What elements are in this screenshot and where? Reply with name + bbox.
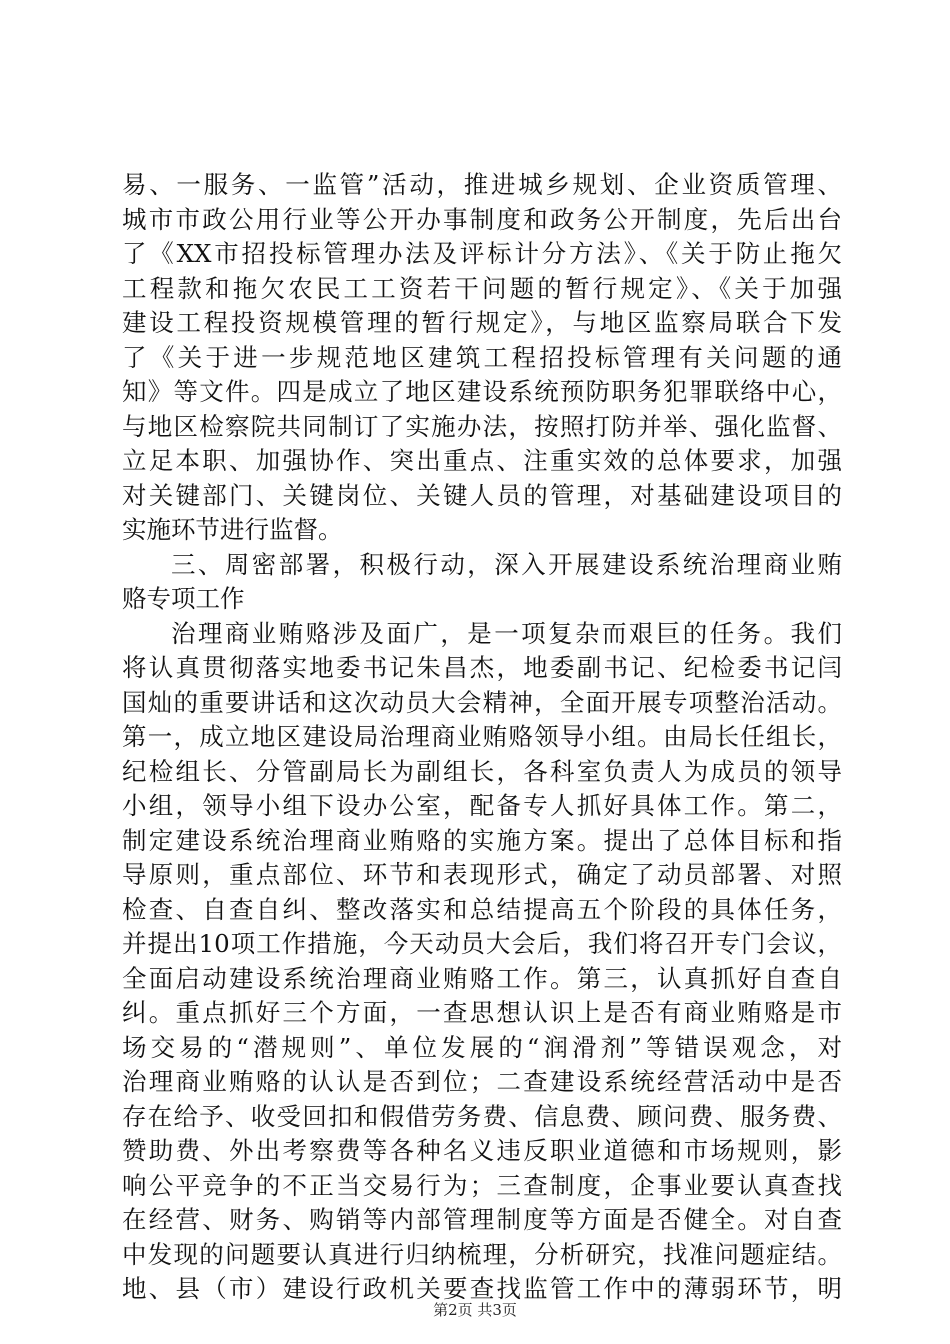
- text-line: 导原则，重点部位、环节和表现形式，确定了动员部署、对照: [122, 860, 842, 889]
- text-line: 地、县（市）建设行政机关要查找监管工作中的薄弱环节，明: [122, 1274, 842, 1303]
- text-line: 纪检组长、分管副局长为副组长，各科室负责人为成员的领导: [122, 756, 842, 786]
- text-line: 对关键部门、关键岗位、关键人员的管理，对基础建设项目的: [122, 480, 842, 510]
- text-line: 并提出10项工作措施，今天动员大会后，我们将召开专门会议，: [122, 929, 842, 958]
- text-line: 纠。重点抓好三个方面，一查思想认识上是否有商业贿赂是市: [122, 998, 842, 1027]
- text-line: 知》等文件。四是成立了地区建设系统预防职务犯罪联络中心，: [122, 377, 842, 406]
- document-body: [122, 168, 842, 1307]
- text-line: 全面启动建设系统治理商业贿赂工作。第三，认真抓好自查自: [122, 963, 842, 993]
- text-line: 建设工程投资规模管理的暂行规定》，与地区监察局联合下发: [122, 308, 842, 337]
- text-line: 工程款和拖欠农民工工资若干问题的暂行规定》、《关于加强: [122, 273, 842, 303]
- text-line: 存在给予、收受回扣和假借劳务费、信息费、顾问费、服务费、: [122, 1101, 842, 1131]
- text-line: 易、一服务、一监管”活动，推进城乡规划、企业资质管理、: [122, 170, 842, 199]
- text-line: 治理商业贿赂涉及面广，是一项复杂而艰巨的任务。我们: [171, 618, 842, 648]
- text-line: 在经营、财务、购销等内部管理制度等方面是否健全。对自查: [122, 1205, 842, 1234]
- text-line: 检查、自查自纠、整改落实和总结提高五个阶段的具体任务，: [122, 894, 842, 924]
- text-line: 场交易的“潜规则”、单位发展的“润滑剂”等错误观念，对: [122, 1032, 842, 1062]
- page-footer: [0, 1299, 950, 1320]
- page-number: 第2页 共3页: [433, 1301, 517, 1319]
- text-line: 中发现的问题要认真进行归纳梳理，分析研究，找准问题症结。: [122, 1239, 842, 1269]
- text-line: 响公平竞争的不正当交易行为；三查制度，企事业要认真查找: [122, 1170, 842, 1200]
- text-line: 国灿的重要讲话和这次动员大会精神，全面开展专项整治活动。: [122, 687, 842, 717]
- text-line: 制定建设系统治理商业贿赂的实施方案。提出了总体目标和指: [122, 825, 842, 855]
- section-heading: 赂专项工作: [122, 584, 245, 613]
- section-heading: 三、周密部署，积极行动，深入开展建设系统治理商业贿: [171, 549, 842, 579]
- text-line: 与地区检察院共同制订了实施办法，按照打防并举、强化监督、: [122, 411, 842, 441]
- text-line: 小组，领导小组下设办公室，配备专人抓好具体工作。第二，: [122, 791, 842, 820]
- text-line: 第一，成立地区建设局治理商业贿赂领导小组。由局长任组长，: [122, 722, 842, 751]
- text-line: 将认真贯彻落实地委书记朱昌杰，地委副书记、纪检委书记闫: [122, 653, 842, 682]
- text-line: 城市市政公用行业等公开办事制度和政务公开制度，先后出台: [122, 204, 842, 234]
- text-line: 了《关于进一步规范地区建筑工程招投标管理有关问题的通: [122, 342, 842, 372]
- text-line: 了《XX市招投标管理办法及评标计分方法》、《关于防止拖欠: [122, 239, 842, 268]
- text-line: 实施环节进行监督。: [122, 515, 343, 544]
- text-line: 赞助费、外出考察费等各种名义违反职业道德和市场规则，影: [122, 1136, 842, 1165]
- text-line: 立足本职、加强协作、突出重点、注重实效的总体要求，加强: [122, 446, 842, 475]
- text-line: 治理商业贿赂的认认是否到位；二查建设系统经营活动中是否: [122, 1067, 842, 1096]
